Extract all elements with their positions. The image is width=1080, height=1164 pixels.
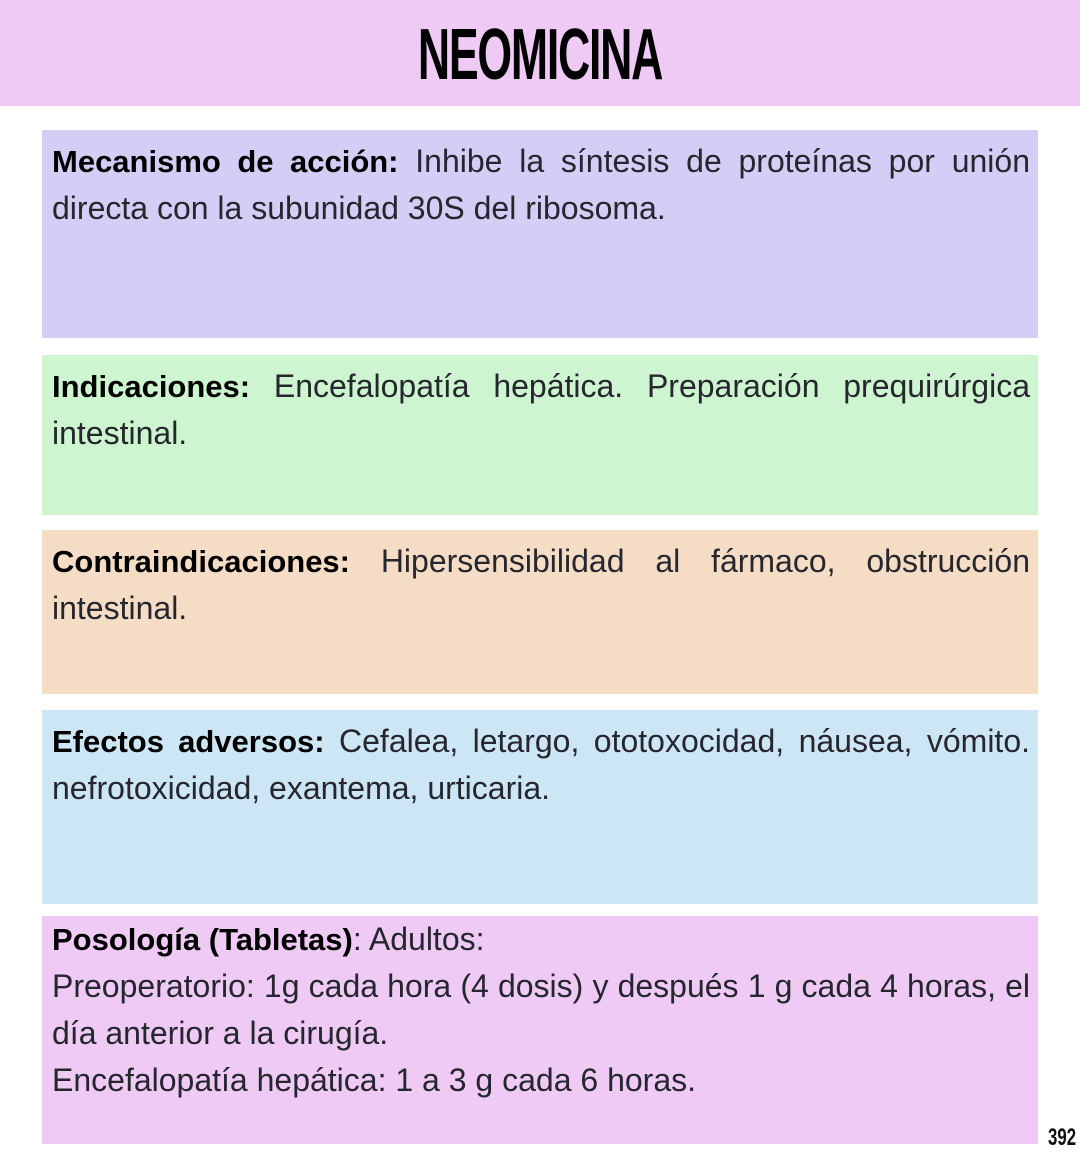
adverse-effects-text: Cefalea, letargo, ototoxocidad, náusea, vómito. nefrotoxicidad, exantema, urticaria.: [52, 723, 1030, 806]
contraindications-label: Contraindicaciones:: [52, 544, 350, 579]
indications-label: Indicaciones:: [52, 369, 251, 404]
posology-label: Posología (Tabletas): [52, 922, 353, 957]
contraindications-section: [42, 530, 1038, 694]
mechanism-label: Mecanismo de acción:: [52, 144, 399, 179]
posology-heading: [52, 916, 1030, 963]
posology-hepatic: Encefalopatía hepática: 1 a 3 g cada 6 horas.: [52, 1062, 697, 1098]
adverse-effects-label: Efectos adversos:: [52, 724, 325, 759]
indications-section: [42, 355, 1038, 515]
posology-section: [42, 916, 1038, 1144]
drug-title: NEOMICINA: [417, 15, 663, 95]
page-number: 392: [1047, 1124, 1076, 1151]
title-banner: [0, 0, 1080, 106]
mechanism-section: [42, 130, 1038, 338]
contraindications-text: Hipersensibilidad al fármaco, obstrucción intestinal.: [52, 543, 1030, 626]
adverse-effects-section: [42, 710, 1038, 904]
indications-text: Encefalopatía hepática. Preparación prequirúrgica intestinal.: [52, 368, 1030, 451]
posology-label-suffix: : Adultos:: [352, 921, 485, 957]
posology-preoperative: Preoperatorio: 1g cada hora (4 dosis) y después 1 g cada 4 horas, el día anterior a la cirugía.: [52, 968, 1030, 1051]
mechanism-text: Inhibe la síntesis de proteínas por unión directa con la subunidad 30S del ribosoma.: [52, 143, 1030, 226]
